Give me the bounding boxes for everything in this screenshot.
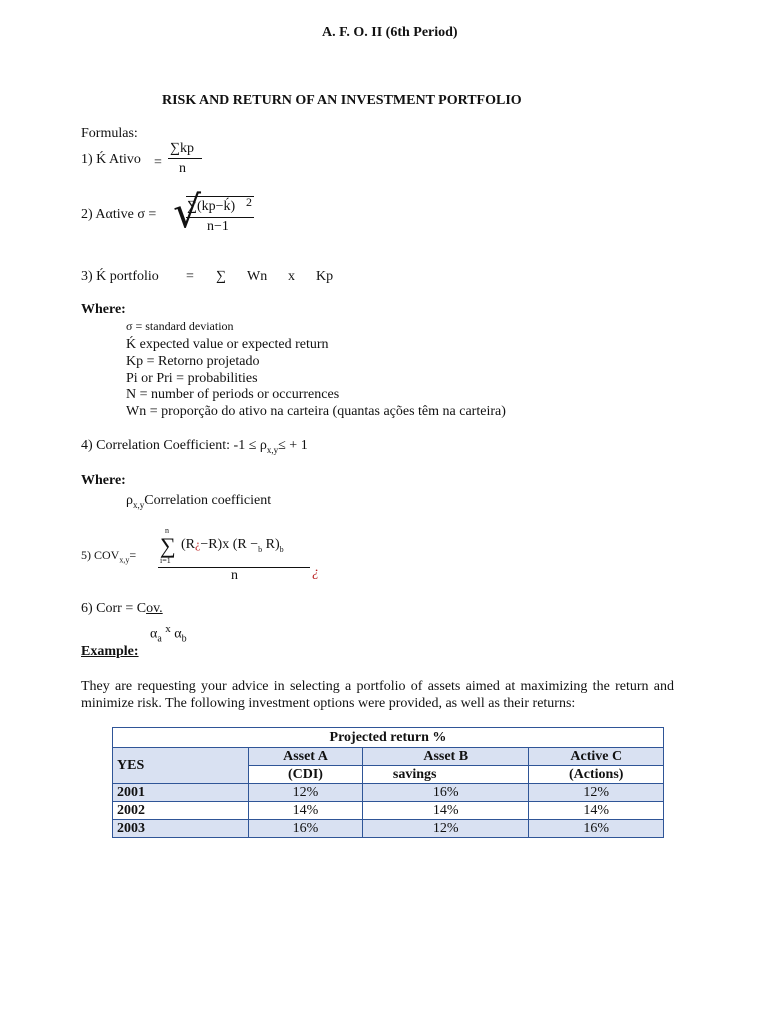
where-item-wn: Wn = proporção do ativo na carteira (quantas ações têm na carteira): [126, 404, 506, 419]
where2-text: Correlation coefficient: [144, 493, 272, 508]
formula4-rest: ≤ + 1: [278, 438, 308, 453]
formula5-expr-b: (R: [232, 537, 247, 552]
formula6-label: [81, 601, 193, 617]
formula5-marker: ¿: [312, 565, 319, 580]
table-row-year: 2002: [113, 802, 249, 820]
table-subheader-savings: savings: [362, 766, 529, 784]
table-cell: 12%: [362, 820, 529, 838]
formula5-expr-minus: −: [250, 537, 259, 552]
formula6-alpha-a: α: [150, 626, 158, 642]
where-item-kp: Kp = Retorno projetado: [126, 354, 260, 369]
formula4-text: 4) Correlation Coefficient: -1 ≤ ρ: [81, 438, 267, 453]
formula2-exponent: 2: [246, 195, 252, 209]
formula5-label-text: 5) COV: [81, 548, 120, 562]
rho-symbol: ρ: [126, 493, 133, 508]
where-label-1: Where:: [81, 302, 126, 317]
table-cell: 14%: [249, 802, 363, 820]
formula3-kp: Kp: [316, 269, 334, 284]
formula5-label: [81, 548, 136, 564]
table-cell: 14%: [529, 802, 664, 820]
table-title-row: [113, 728, 664, 748]
table-cell: 12%: [249, 784, 363, 802]
formulas-label: Formulas:: [81, 126, 138, 141]
formula3-sum: ∑: [216, 269, 226, 284]
table-row-year: 2001: [113, 784, 249, 802]
formula6-alpha-b: α: [174, 626, 182, 642]
table-subheader-cdi: (CDI): [249, 766, 363, 784]
formula3-wn: Wn: [247, 269, 268, 284]
table-row: [113, 802, 664, 820]
formula5-sum-bottom: i=1: [160, 556, 171, 565]
table-subheader-actions: (Actions): [529, 766, 664, 784]
table-row: [113, 784, 664, 802]
table-title: Projected return %: [113, 728, 664, 748]
projected-return-table: [112, 727, 664, 838]
formula6-cov: ov.: [146, 601, 163, 616]
formula5-sum-top: n: [165, 526, 169, 535]
formula5-expr-bsub: b: [258, 544, 263, 554]
formula2-root-bar: [186, 196, 254, 197]
table-cell: 16%: [529, 820, 664, 838]
formula5-expression: [181, 537, 284, 554]
where-item-pi: Pi or Pri = probabilities: [126, 371, 258, 386]
example-paragraph: They are requesting your advice in selecting a portfolio of assets aimed at maximizing the return and minimize risk. The following investment options were provided, as well as their returns:: [81, 679, 674, 711]
formula3-times: x: [288, 269, 295, 284]
table-row-year: 2003: [113, 820, 249, 838]
formula3-equals: =: [186, 269, 194, 284]
formula1-fraction-line: [168, 158, 202, 159]
formula5-expr-end: R): [265, 537, 280, 552]
rho-sub: x,y: [133, 499, 145, 510]
formula5-expr-endsub: b: [279, 544, 284, 554]
table-cell: 14%: [362, 802, 529, 820]
formula5-eq: =: [129, 548, 137, 562]
course-header: A. F. O. II (6th Period): [322, 25, 458, 40]
formula2-numerator: ∑(kp−ḱ): [187, 199, 236, 214]
formula1-denominator: n: [179, 161, 186, 176]
formula5-expr-mid: −R): [200, 537, 223, 552]
formula6-text: 6) Corr = C: [81, 601, 147, 616]
formula5-denominator: n: [231, 568, 238, 583]
where-item-k: Ḱ expected value or expected return: [126, 337, 329, 352]
table-header-asset-a: Asset A: [249, 748, 363, 766]
table-header-row: [113, 748, 664, 766]
table-header-asset-b: Asset B: [362, 748, 529, 766]
table-col0-header: YES: [113, 748, 249, 784]
formula5-expr-x: x: [222, 537, 230, 552]
table-header-active-c: Active C: [529, 748, 664, 766]
where2-correlation: [126, 493, 271, 510]
formula6-denominator: [150, 623, 187, 644]
formula2-label: 2) Aαtive σ =: [81, 207, 157, 222]
formula4: [81, 438, 308, 455]
formula6-times: x: [165, 623, 171, 635]
table-cell: 16%: [249, 820, 363, 838]
formula2-denominator: n−1: [207, 219, 229, 234]
where-item-n: N = number of periods or occurrences: [126, 387, 340, 402]
table-cell: 16%: [362, 784, 529, 802]
formula5-sum: ∑: [160, 533, 176, 558]
formula5-label-sub: x,y: [119, 555, 130, 565]
formula2-fraction-line: [186, 217, 254, 218]
table-row: [113, 820, 664, 838]
formula1-label: 1) Ḱ Ativo: [81, 152, 141, 167]
example-label: Example:: [81, 644, 139, 659]
formula1-equals: =: [154, 155, 162, 170]
formula1-numerator: ∑kp: [170, 141, 194, 156]
where-item-sigma: σ = standard deviation: [126, 319, 234, 333]
formula6-alpha-a-sub: a: [157, 633, 162, 645]
table-cell: 12%: [529, 784, 664, 802]
where-label-2: Where:: [81, 473, 126, 488]
formula5-expr-a: (R: [181, 537, 195, 552]
formula4-sub: x,y: [266, 444, 279, 455]
formula3-label: 3) Ḱ portfolio: [81, 269, 159, 284]
formula6-alpha-b-sub: b: [181, 633, 187, 645]
square-root-icon: √: [173, 187, 202, 238]
document-title: RISK AND RETURN OF AN INVESTMENT PORTFOLIO: [162, 93, 522, 108]
formula5-marker-i: ¿: [195, 537, 201, 551]
